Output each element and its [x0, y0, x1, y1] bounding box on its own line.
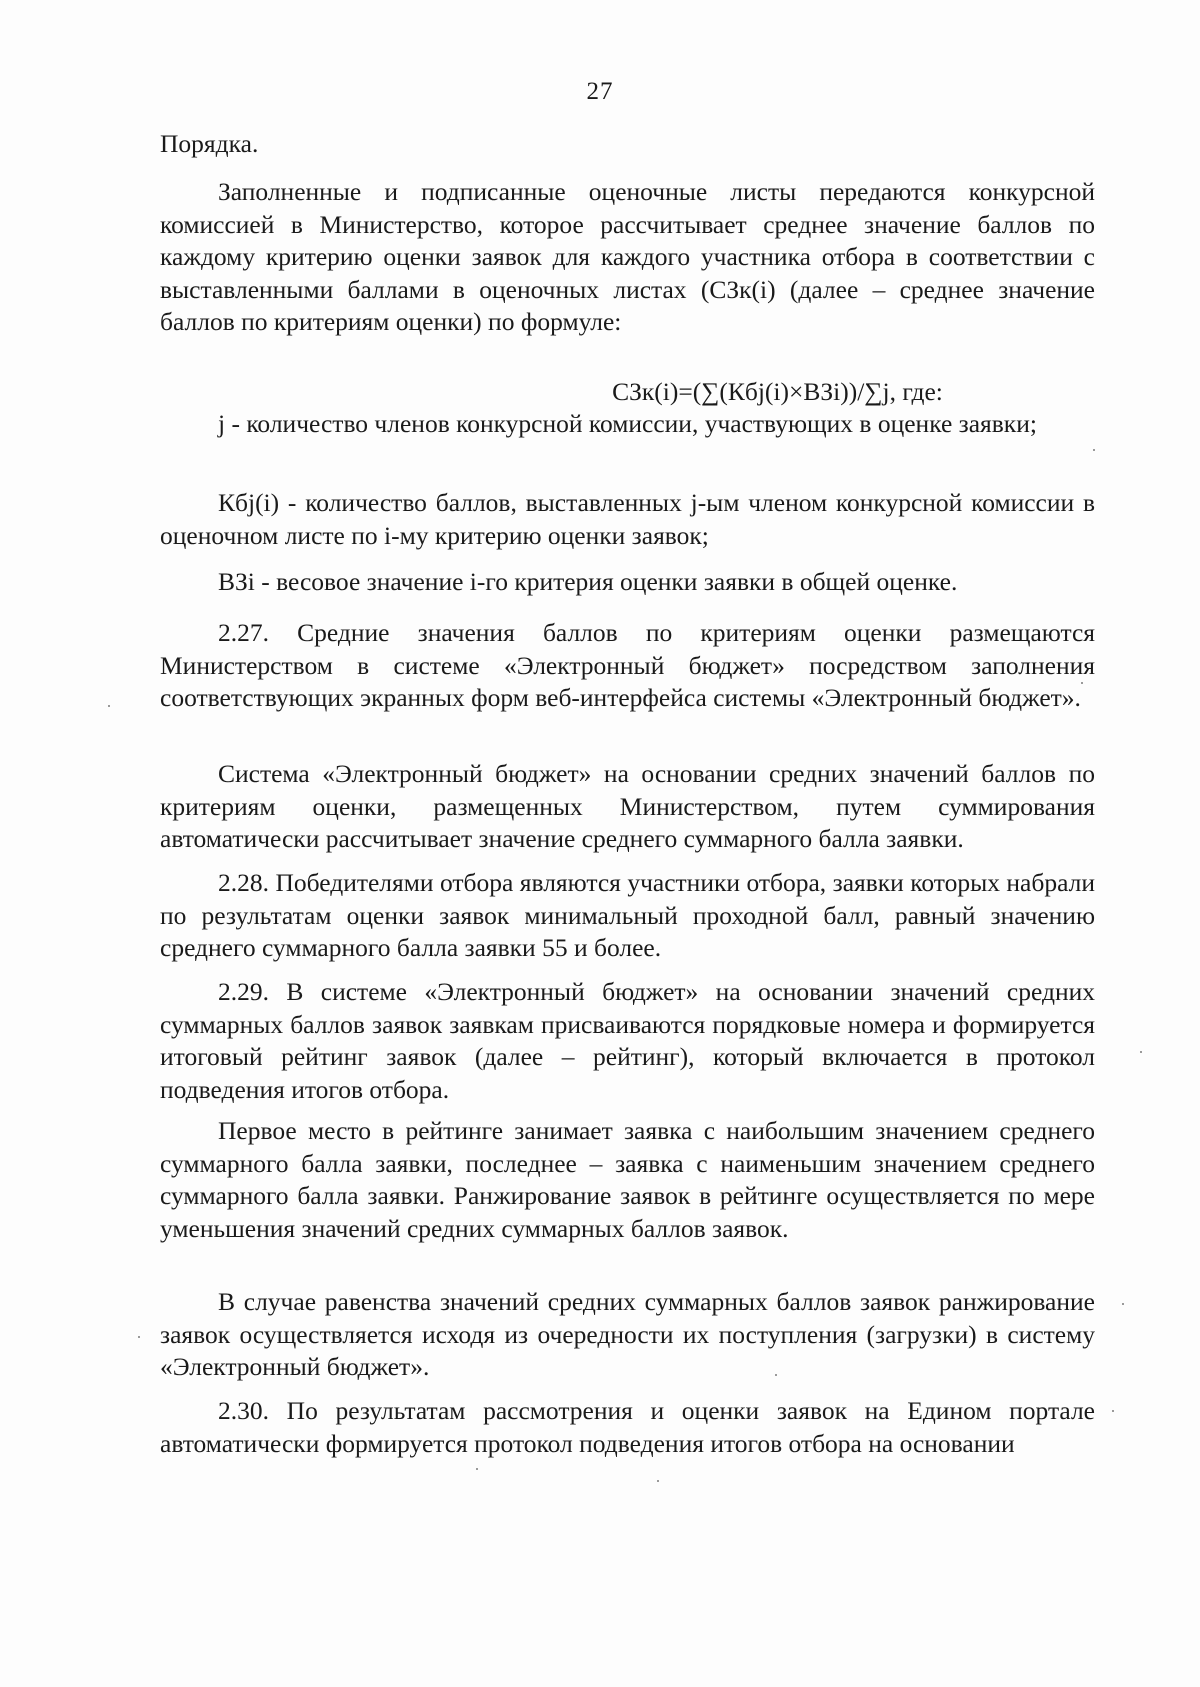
paragraph-evaluation-sheets: Заполненные и подписанные оценочные листы передаются конкурсной комиссией в Министерство, которое рассчитывает среднее значение баллов по каждому критерию оценки заявок для каждого участника отбора в соответствии с выставленными баллами в оценочных листах (СЗк(i) (далее – среднее значение баллов по критериям оценки) по формуле:: [160, 177, 1095, 336]
paragraph-definition-kbj: Кбj(i) - количество баллов, выставленных j-ым членом конкурсной комиссии в оценочном листе по i-му критерию оценки заявок;: [160, 488, 1095, 550]
paragraph-definition-j: j - количество членов конкурсной комиссии, участвующих в оценке заявки;: [218, 409, 1037, 438]
paragraph-2-29: 2.29. В системе «Электронный бюджет» на основании значений средних суммарных баллов заявок заявкам присваиваются порядковые номера и формируется итоговый рейтинг заявок (далее – рейтинг), который включается в протокол подведения итогов отбора.: [160, 977, 1095, 1104]
paragraph-system-calculation: Система «Электронный бюджет» на основании средних значений баллов по критериям оценки, размещенных Министерством, путем суммирования автоматически рассчитывает значение среднего суммарного балла заявки.: [160, 759, 1095, 853]
scan-speck: [1140, 1051, 1142, 1053]
paragraph-2-27: 2.27. Средние значения баллов по критериям оценки размещаются Министерством в системе «Электронный бюджет» посредством заполнения соответствующих экранных форм веб-интерфейса системы «Электронный бюджет».: [160, 618, 1095, 712]
paragraph-2-28: 2.28. Победителями отбора являются участники отбора, заявки которых набрали по результатам оценки заявок минимальный проходной балл, равный значению среднего суммарного балла заявки 55 и более.: [160, 868, 1095, 962]
paragraph-2-30: 2.30. По результатам рассмотрения и оценки заявок на Едином портале автоматически формируется протокол подведения итогов отбора на основании: [160, 1396, 1095, 1458]
scan-speck: [1081, 682, 1083, 684]
scan-speck: [657, 1480, 659, 1482]
paragraph-equal-scores: В случае равенства значений средних суммарных баллов заявок ранжирование заявок осуществляется исходя из очередности их поступления (загрузки) в систему «Электронный бюджет».: [160, 1287, 1095, 1381]
paragraph-continuation: Порядка.: [160, 129, 259, 158]
scan-speck: [775, 1374, 777, 1376]
paragraph-definition-vzi: ВЗi - весовое значение i-го критерия оценки заявки в общей оценке.: [218, 567, 958, 596]
scan-speck: [1122, 1303, 1124, 1305]
scan-speck: [138, 1336, 140, 1338]
scan-speck: [1112, 1410, 1114, 1412]
page-number: 27: [586, 78, 614, 105]
paragraph-ranking-order: Первое место в рейтинге занимает заявка с наибольшим значением среднего суммарного балла заявки, последнее – заявка с наименьшим значением среднего суммарного балла заявки. Ранжирование заявок в рейтинге осуществляется по мере уменьшения значений средних суммарных баллов заявок.: [160, 1116, 1095, 1243]
scan-speck: [476, 1468, 478, 1470]
formula-average-score: СЗк(i)=(∑(Кбj(i)×ВЗi))/∑j, где:: [612, 376, 943, 406]
scan-speck: [1093, 449, 1095, 451]
scan-speck: [108, 705, 110, 707]
